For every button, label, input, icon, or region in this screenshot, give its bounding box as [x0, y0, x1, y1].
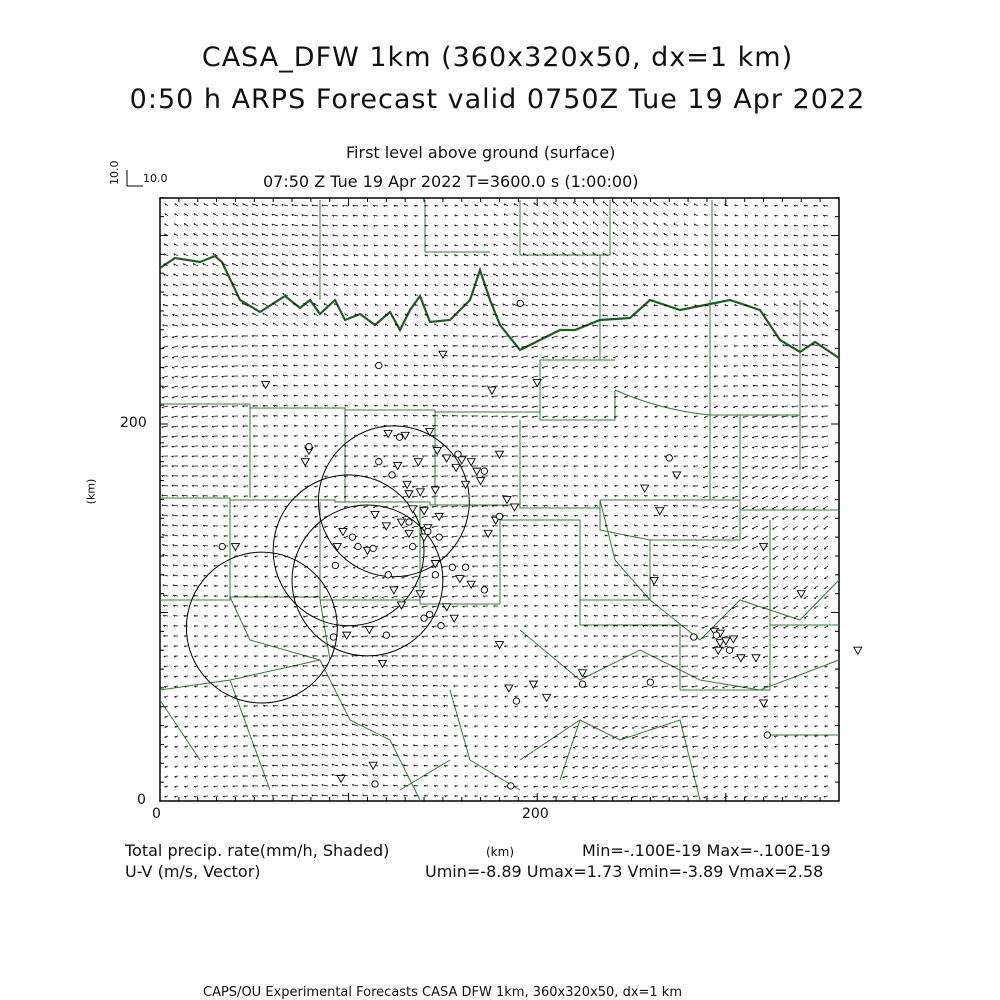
- station-triangle: [433, 447, 441, 454]
- station-circle: [376, 362, 382, 368]
- radar-ring: [318, 426, 469, 577]
- station-circle: [462, 564, 468, 570]
- station-circle: [219, 543, 225, 549]
- station-triangle: [397, 602, 405, 609]
- vector-scale-u-label: 10.0: [143, 172, 168, 185]
- station-triangle: [384, 430, 392, 437]
- station-circle: [396, 434, 402, 440]
- axis-ticks: [160, 198, 839, 801]
- station-circle: [726, 647, 732, 653]
- vector-field-label: U-V (m/s, Vector): [125, 862, 261, 881]
- station-triangle: [337, 775, 345, 782]
- radar-range-rings: [186, 426, 469, 703]
- valid-time-label: 07:50 Z Tue 19 Apr 2022 T=3600.0 s (1:00:00): [263, 172, 639, 191]
- station-circle: [385, 572, 391, 578]
- station-circle: [517, 300, 523, 306]
- station-triangle: [420, 534, 428, 541]
- station-circle: [421, 615, 427, 621]
- forecast-subtitle: 0:50 h ARPS Forecast valid 0750Z Tue 19 Apr 2022: [129, 84, 866, 115]
- station-circle: [481, 468, 487, 474]
- station-triangle: [673, 472, 681, 479]
- station-circle: [332, 562, 338, 568]
- station-triangle: [420, 508, 428, 515]
- station-circle: [410, 543, 416, 549]
- station-triangle: [262, 381, 270, 388]
- x-axis-label: (km): [486, 845, 515, 859]
- station-triangle: [456, 576, 464, 583]
- station-triangle: [409, 506, 417, 513]
- station-triangle: [339, 528, 347, 535]
- station-triangle: [414, 459, 422, 466]
- station-triangle: [343, 632, 351, 639]
- station-circle: [455, 451, 461, 457]
- station-circle: [438, 622, 444, 628]
- station-circle: [425, 528, 431, 534]
- station-triangle: [365, 626, 373, 633]
- station-triangle: [301, 459, 309, 466]
- station-triangle: [543, 694, 551, 701]
- station-triangle: [729, 636, 737, 643]
- station-circle: [513, 698, 519, 704]
- station-triangle: [578, 670, 586, 677]
- station-triangle: [452, 464, 460, 471]
- station-circle: [713, 632, 719, 638]
- station-triangle: [477, 478, 485, 485]
- station-circle: [449, 564, 455, 570]
- x-tick-0: 0: [152, 806, 161, 822]
- station-triangle: [488, 387, 496, 394]
- radar-ring: [186, 552, 337, 703]
- map-title: CASA_DFW 1km (360x320x50, dx=1 km): [201, 42, 794, 73]
- precip-field-label: Total precip. rate(mm/h, Shaded): [125, 841, 390, 860]
- station-triangle: [467, 459, 475, 466]
- station-triangle: [397, 519, 405, 526]
- station-circle: [406, 519, 412, 525]
- station-triangle: [379, 660, 387, 667]
- station-circle: [426, 611, 432, 617]
- station-triangle: [505, 685, 513, 692]
- station-circle: [666, 455, 672, 461]
- station-circle: [647, 679, 653, 685]
- station-triangle: [431, 487, 439, 494]
- station-triangle: [716, 640, 724, 647]
- x-tick-200: 200: [522, 806, 549, 822]
- station-triangle: [854, 647, 862, 654]
- station-circle: [691, 634, 697, 640]
- wind-minmax: Umin=-8.89 Umax=1.73 Vmin=-3.89 Vmax=2.58: [425, 862, 824, 881]
- station-triangle: [382, 523, 390, 530]
- station-circle: [376, 459, 382, 465]
- station-circle: [432, 572, 438, 578]
- station-triangle: [714, 647, 722, 654]
- station-circle: [436, 534, 442, 540]
- y-tick-200: 200: [120, 415, 147, 431]
- station-triangle: [371, 511, 379, 518]
- station-circle: [764, 732, 770, 738]
- station-triangle: [473, 468, 481, 475]
- station-triangle: [405, 491, 413, 498]
- station-triangle: [797, 591, 805, 598]
- vector-scale-icon: [127, 170, 143, 186]
- station-circle: [508, 783, 514, 789]
- station-triangle: [656, 508, 664, 515]
- station-triangle: [495, 451, 503, 458]
- station-circle: [383, 632, 389, 638]
- y-axis-label: (km): [84, 478, 98, 505]
- station-triangle: [390, 587, 398, 594]
- station-circle: [579, 681, 585, 687]
- station-triangle: [443, 455, 451, 462]
- level-label: First level above ground (surface): [346, 143, 616, 162]
- station-circle: [481, 587, 487, 593]
- station-circle: [355, 543, 361, 549]
- station-circle: [349, 534, 355, 540]
- station-circle: [372, 781, 378, 787]
- vector-scale-v-label: 10.0: [108, 160, 121, 185]
- station-triangle: [511, 504, 519, 511]
- station-triangle: [416, 489, 424, 496]
- station-triangle: [495, 642, 503, 649]
- station-circle: [330, 634, 336, 640]
- y-tick-0: 0: [137, 792, 146, 808]
- station-circle: [306, 443, 312, 449]
- station-triangle: [426, 429, 434, 436]
- station-triangle: [641, 485, 649, 492]
- station-triangle: [752, 655, 760, 662]
- precip-minmax: Min=-.100E-19 Max=-.100E-19: [582, 841, 831, 860]
- station-triangle: [439, 351, 447, 358]
- credit-line: CAPS/OU Experimental Forecasts CASA DFW 1km, 360x320x50, dx=1 km: [203, 985, 683, 1000]
- station-triangle: [650, 577, 658, 584]
- red-river-boundary: [160, 256, 839, 358]
- county-boundaries: [160, 200, 839, 800]
- station-triangle: [450, 615, 458, 622]
- station-triangle: [503, 496, 511, 503]
- station-circle: [496, 513, 502, 519]
- station-circle: [389, 472, 395, 478]
- station-triangle: [231, 544, 239, 551]
- station-circle: [370, 545, 376, 551]
